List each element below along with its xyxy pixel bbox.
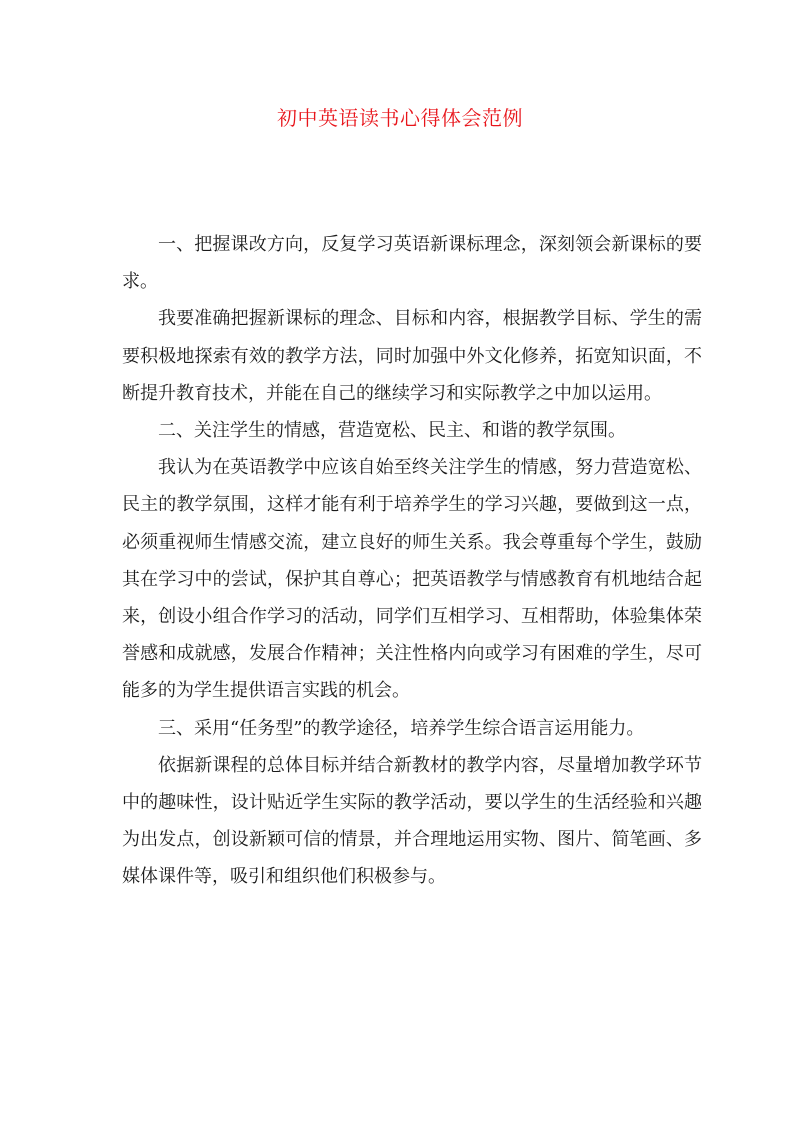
paragraph-section-1-heading: 一、把握课改方向，反复学习英语新课标理念，深刻领会新课标的要求。	[122, 234, 702, 293]
paragraph-section-2-heading: 二、关注学生的情感，营造宽松、民主、和谐的教学氛围。	[158, 420, 626, 442]
paragraph-section-2-body: 我认为在英语教学中应该自始至终关注学生的情感，努力营造宽松、民主的教学氛围，这样才能有利于培养学生的学习兴趣，要做到这一点，必须重视师生情感交流，建立良好的师生关系。我会尊重每个学生，鼓励其在学习中的尝试，保护其自尊心；把英语教学与情感教育有机地结合起来，创设小组合作学习的活动，同学们互相学习、互相帮助，体验集体荣誉感和成就感，发展合作精神；关注性格内向或学习有困难的学生，尽可能多的为学生提供语言实践的机会。	[122, 457, 702, 702]
paragraph-section-3-body: 依据新课程的总体目标并结合新教材的教学内容，尽量增加教学环节中的趣味性，设计贴近学生实际的教学活动，要以学生的生活经验和兴趣为出发点，创设新颖可信的情景，并合理地运用实物、图片、简笔画、多媒体课件等，吸引和组织他们积极参与。	[122, 754, 702, 888]
paragraph-section-3-heading: 三、采用“任务型”的教学途径，培养学生综合语言运用能力。	[158, 717, 645, 739]
document-body	[122, 226, 702, 896]
document-title: 初中英语读书心得体会范例	[277, 106, 523, 130]
paragraph-section-1-body: 我要准确把握新课标的理念、目标和内容，根据教学目标、学生的需要积极地探索有效的教学方法，同时加强中外文化修养，拓宽知识面，不断提升教育技术，并能在自己的继续学习和实际教学之中加以运用。	[122, 308, 702, 404]
